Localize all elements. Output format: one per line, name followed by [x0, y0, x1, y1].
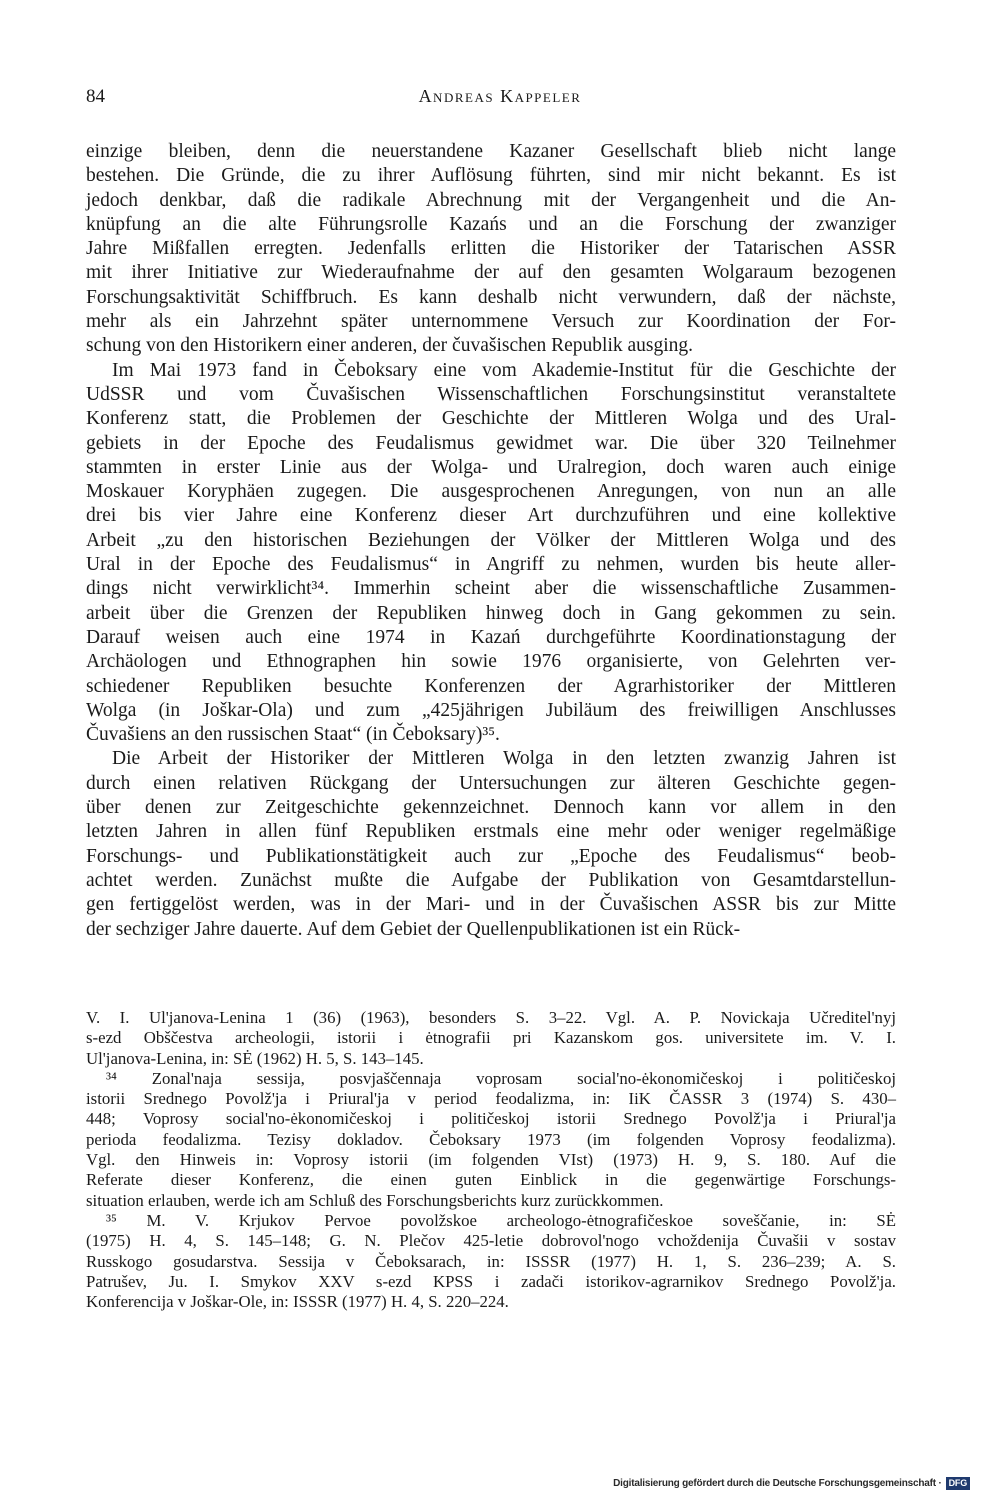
text-line: schiedener Republiken besuchte Konferenzen der Agrarhistoriker der Mittleren [86, 675, 896, 697]
text-line: knüpfung an die alte Führungsrolle Kazańs und an die Forschung der zwanziger [86, 213, 896, 235]
footnote [86, 1008, 896, 1069]
text-line: über denen zur Zeitgeschichte gekennzeichnet. Dennoch kann vor allem in den [86, 797, 896, 819]
footnote-line: (1975) H. 4, S. 145–148; G. N. Plečov 425-letie dobrovol'nogo vchoždenija Čuvašii v sostav [86, 1231, 896, 1251]
footnote [86, 1211, 896, 1312]
text-line: Wolga (in Joškar-Ola) und zum „425jährigen Jubiläum des freiwilligen Anschlusses [86, 699, 896, 721]
footnote-line: perioda feodalizma. Tezisy dokladov. Čeboksary 1973 (im folgenden Voprosy feodalizma). [86, 1129, 896, 1149]
text-line: Darauf weisen auch eine 1974 in Kazań durchgeführte Koordinationstagung der [86, 626, 896, 648]
text-line: gen fertiggelöst werden, was in der Mari- und in der Čuvašischen ASSR bis zur Mitte [86, 894, 896, 916]
paragraph [86, 140, 896, 359]
digitization-credit [613, 1477, 970, 1490]
text-line: drei bis vier Jahre eine Konferenz dieser Art durchzuführen und eine kollektive [86, 505, 896, 527]
text-line: achtet werden. Zunächst mußte die Aufgabe der Publikation von Gesamtdarstellun- [86, 869, 896, 891]
text-line: Jahre Mißfallen erregten. Jedenfalls erlitten die Historiker der Tatarischen ASSR [86, 238, 896, 260]
main-text [86, 140, 896, 942]
text-line: Forschungs- und Publikationstätigkeit auch zur „Epoche des Feudalismus“ beob- [86, 845, 896, 867]
text-line: Im Mai 1973 fand in Čeboksary eine vom Akademie-Institut für die Geschichte der [112, 359, 896, 381]
text-line: Arbeit „zu den historischen Beziehungen der Völker der Mittleren Wolga und des [86, 529, 896, 551]
text-line: Archäologen und Ethnographen hin sowie 1976 organisierte, von Gelehrten ver- [86, 651, 896, 673]
text-line: Moskauer Koryphäen zugegen. Die ausgesprochenen Anregungen, von nun an alle [86, 481, 896, 503]
text-line: letzten Jahren in allen fünf Republiken erstmals eine mehr oder weniger regelmäßige [86, 821, 896, 843]
text-line: Die Arbeit der Historiker der Mittleren Wolga in den letzten zwanzig Jahren ist [112, 748, 896, 770]
footnotes [86, 1008, 896, 1312]
text-line: jedoch denkbar, daß die radikale Abrechnung mit der Vergangenheit und die An- [86, 189, 896, 211]
text-line: durch einen relativen Rückgang der Untersuchungen zur älteren Geschichte gegen- [86, 772, 896, 794]
paragraph [86, 747, 896, 941]
dfg-logo-icon: DFG [946, 1477, 970, 1490]
text-line: Konferenz statt, die Problemen der Geschichte der Mittleren Wolga und des Ural- [86, 408, 896, 430]
text-line: UdSSR und vom Čuvašischen Wissenschaftlichen Forschungsinstitut veranstaltete [86, 383, 896, 405]
text-line: einzige bleiben, denn die neuerstandene Kazaner Gesellschaft blieb nicht lange [86, 141, 896, 162]
text-line: schung von den Historikern einer anderen, der čuvašischen Republik ausging. [86, 335, 694, 357]
footnote-line: s-ezd Obščestva archeologii, istorii i ėtnografii pri Kazanskom gos. universitete im. V. I. [86, 1028, 896, 1048]
text-line: stammten in erster Linie aus der Wolga- und Uralregion, doch waren auch einige [86, 456, 896, 478]
credit-text: Digitalisierung gefördert durch die Deutsche Forschungsgemeinschaft · [613, 1478, 942, 1489]
paragraph [86, 359, 896, 748]
footnote-line: Konferencija v Joškar-Ole, in: ISSSR (1977) H. 4, S. 220–224. [86, 1292, 509, 1312]
footnote-line: ³⁵ M. V. Krjukov Pervoe povolžskoe archeologo-ėtnografičeskoe soveščanie, in: SĖ [106, 1210, 896, 1230]
text-line: bestehen. Die Gründe, die zu ihrer Auflösung führten, sind mir nicht bekannt. Es ist [86, 165, 896, 187]
footnote-line: istorii Srednego Povolž'ja i Priural'ja v period feodalizma, in: IiK ČASSR 3 (1974) S. 430– [86, 1089, 896, 1109]
footnote-line: ³⁴ Zonal'naja sessija, posvjaščennaja voprosam social'no-ėkonomičeskoj i političeskoj [106, 1068, 896, 1088]
footnote-line: V. I. Ul'janova-Lenina 1 (36) (1963), besonders S. 3–22. Vgl. A. P. Novickaja Učreditel'nyj [86, 1008, 896, 1027]
text-line: gebiets in der Epoche des Feudalismus gewidmet war. Die über 320 Teilnehmer [86, 432, 896, 454]
page-number: 84 [86, 86, 105, 107]
footnote-line: Ul'janova-Lenina, in: SĖ (1962) H. 5, S. 143–145. [86, 1048, 424, 1068]
footnote [86, 1069, 896, 1211]
text-line: Ural in der Epoche des Feudalismus“ in Angriff zu nehmen, wurden bis heute aller- [86, 554, 896, 576]
text-line: arbeit über die Grenzen der Republiken hinweg doch in Gang gekommen zu sein. [86, 602, 896, 624]
footnote-line: situation erlauben, werde ich am Schluß des Forschungsberichts kurz zurückkommen. [86, 1190, 664, 1210]
text-line: Čuvašiens an den russischen Staat“ (in Čeboksary)³⁵. [86, 724, 500, 746]
text-line: dings nicht verwirklicht³⁴. Immerhin scheint aber die wissenschaftliche Zusammen- [86, 578, 896, 600]
footnote-line: Russkogo gosudarstva. Sessija v Čeboksarach, in: ISSSR (1977) H. 1, S. 236–239; A. S. [86, 1251, 896, 1271]
text-line: mehr als ein Jahrzehnt später unternommene Versuch zur Koordination der For- [86, 311, 896, 333]
footnote-line: Patrušev, Ju. I. Smykov XXV s-ezd KPSS i zadači istorikov-agrarnikov Srednego Povolž'ja. [86, 1271, 896, 1291]
text-line: Forschungsaktivität Schiffbruch. Es kann deshalb nicht verwundern, daß der nächste, [86, 286, 896, 308]
footnote-line: Referate dieser Konferenz, die einen guten Einblick in die gegenwärtige Forschungs- [86, 1170, 896, 1190]
text-line: der sechziger Jahre dauerte. Auf dem Gebiet der Quellenpublikationen ist ein Rück- [86, 918, 741, 940]
text-line: mit ihrer Initiative zur Wiederaufnahme der auf den gesamten Wolgaraum bezogenen [86, 262, 896, 284]
footnote-line: Vgl. den Hinweis in: Voprosy istorii (im folgenden VIst) (1973) H. 9, S. 180. Auf die [86, 1150, 896, 1170]
footnote-line: 448; Voprosy social'no-ėkonomičeskoj i političeskoj istorii Srednego Povolž'ja i Priural'ja [86, 1109, 896, 1129]
running-head: Andreas Kappeler [418, 86, 582, 106]
